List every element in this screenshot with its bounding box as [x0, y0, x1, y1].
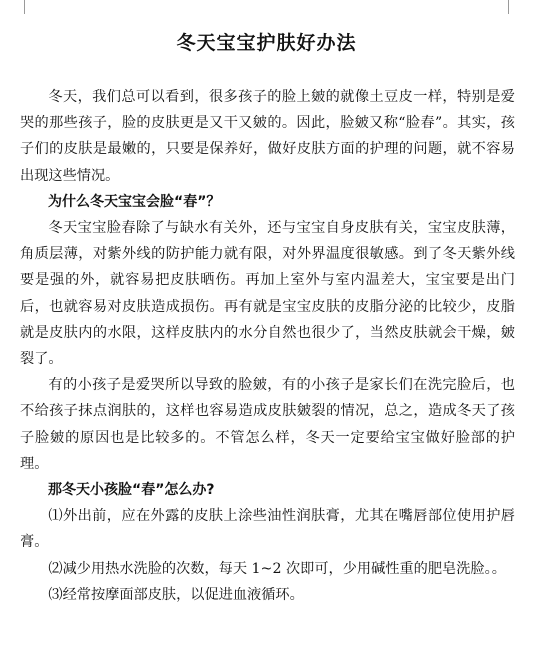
- tip-item-2: ⑵减少用热水洗脸的次数，每天 1~2 次即可，少用碱性重的肥皂洗脸。。: [48, 560, 506, 577]
- section-heading-what-to-do: 那冬天小孩脸“春”怎么办?: [48, 482, 215, 499]
- paragraph-crying: 有的小孩子是爱哭所以导致的脸皴，有的小孩子是家长们在洗完脸后，也不给孩子抹点润肤的，这样也容易造成皮肤皴裂的情况，总之，造成冬天了孩子脸皴的原因也是比较多的。不管怎么样，冬天一定要给宝宝做好脸部的护理。: [20, 377, 515, 472]
- section-heading-why: 为什么冬天宝宝会脸“春”？: [48, 193, 221, 210]
- paragraph-causes: 冬天宝宝脸春除了与缺水有关外，还与宝宝自身皮肤有关，宝宝皮肤薄，角质层薄，对紫外线的防护能力就有限，对外界温度很敏感。到了冬天紫外线要是强的外，就容易把皮肤晒伤。再加上室外与室内温差大，宝宝要是出门后，也就容易对皮肤造成损伤。再有就是宝宝皮肤的皮脂分泌的比较少，皮脂就是皮肤内的水限，这样皮肤内的水分自然也很少了，当然皮肤就会干燥，皴裂了。: [20, 220, 515, 368]
- document-title: 冬天宝宝护肤好办法: [176, 32, 357, 54]
- tip-item-3: ⑶经常按摩面部皮肤，以促进血液循环。: [48, 586, 304, 603]
- crop-mark-top-right: [508, 0, 519, 14]
- crop-mark-top-left: [14, 0, 25, 14]
- paragraph-intro: 冬天，我们总可以看到，很多孩子的脸上皴的就像土豆皮一样，特别是爱哭的那些孩子，脸的皮肤更是又干又皴的。因此，脸皴又称“脸春”。其实，孩子们的皮肤是最嫩的，只要是保养好，做好皮肤方面的护理的问题，就不容易出现这些情况。: [20, 89, 515, 184]
- document-body: [20, 84, 515, 608]
- tip-item-1: ⑴外出前，应在外露的皮肤上涂些油性润肤膏，尤其在嘴唇部位使用护唇膏。: [20, 508, 515, 551]
